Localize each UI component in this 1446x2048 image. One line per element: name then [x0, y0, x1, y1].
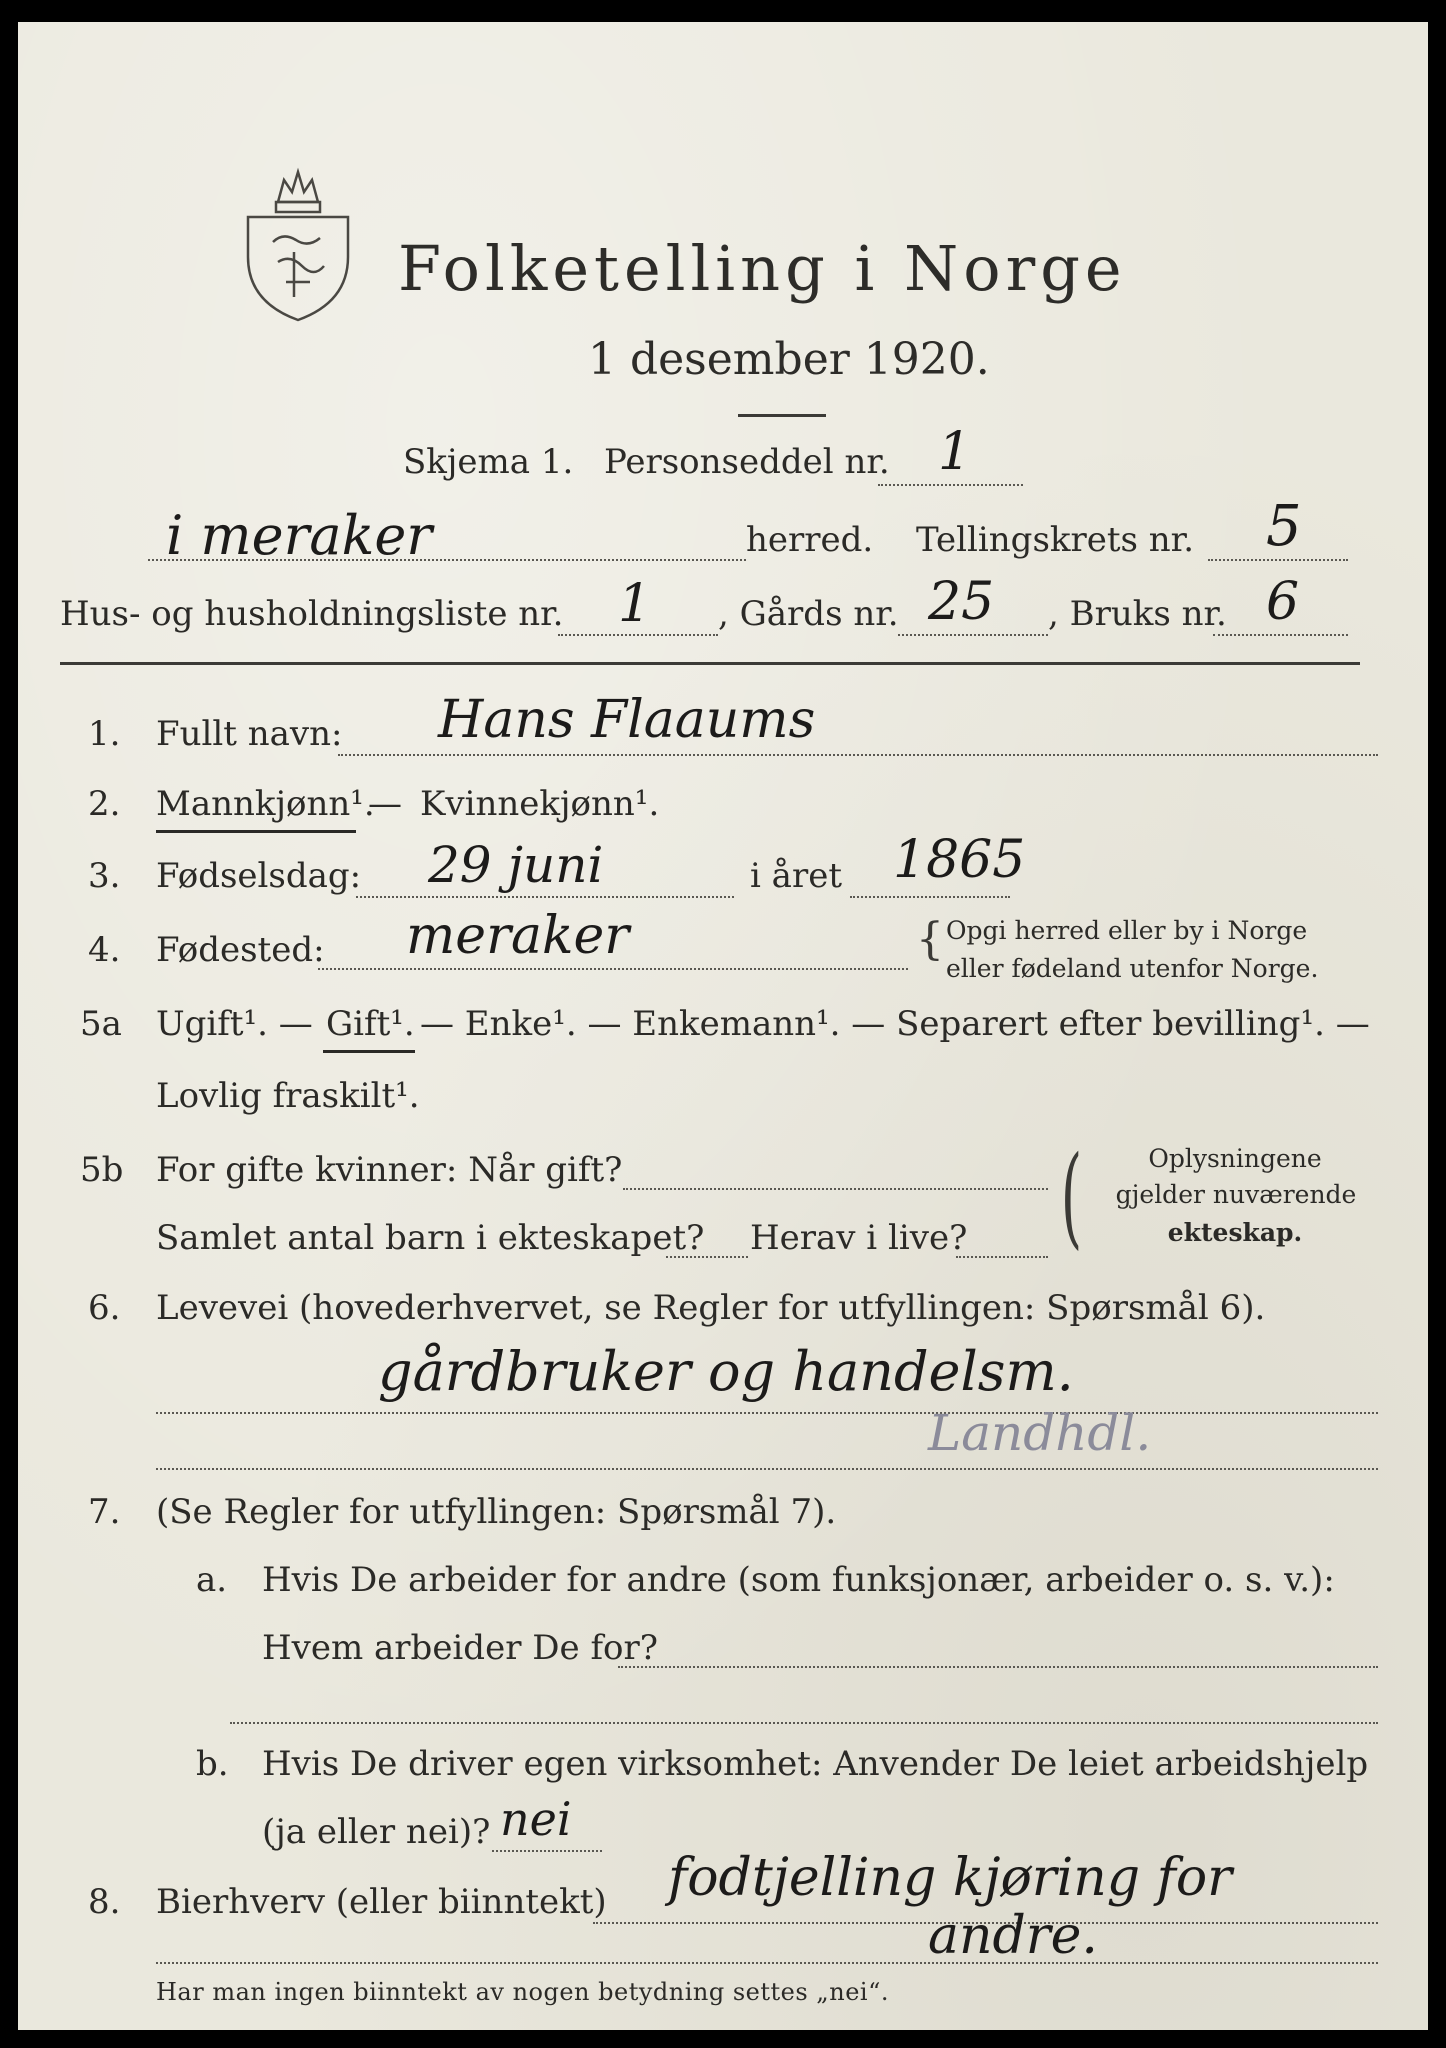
q5a-gift-option: Gift¹.	[326, 1004, 415, 1044]
q4-brace: {	[916, 914, 944, 965]
q5b-children-dotted-line	[666, 1256, 748, 1258]
q2-male-option: Mannkjønn¹.	[156, 784, 375, 824]
husholdningsliste-value: 1	[618, 574, 652, 634]
q5a-number: 5a	[80, 1004, 122, 1044]
q4-note-line1: Opgi herred eller by i Norge	[946, 916, 1308, 945]
q1-full-name-value: Hans Flaaums	[438, 690, 816, 750]
tellingskrets-value: 5	[1266, 494, 1302, 559]
footer-note: Har man ingen biinntekt av nogen betydning settes „nei“.	[156, 1978, 889, 2006]
q8-secondary-value-line2: andre.	[928, 1906, 1098, 1966]
q2-dash: —	[368, 784, 402, 824]
q2-female-option: Kvinnekjønn¹.	[420, 784, 660, 824]
q7-label: (Se Regler for utfyllingen: Spørsmål 7).	[156, 1492, 837, 1532]
tellingskrets-dotted-line	[1208, 559, 1348, 561]
q7a-text: Hvis De arbeider for andre (som funksjonær, arbeider o. s. v.):	[262, 1560, 1335, 1600]
header-rule	[60, 662, 1360, 665]
gards-value: 25	[928, 572, 995, 632]
q1-label: Fullt navn:	[156, 714, 343, 754]
bruks-dotted-line	[1213, 634, 1348, 636]
q4-number: 4.	[88, 930, 121, 970]
q5b-note-line2: gjelder nuværende	[1115, 1180, 1357, 1209]
q8-label: Bierhverv (eller biinntekt)	[156, 1882, 607, 1922]
q7b-dotted-line	[492, 1850, 602, 1852]
q5a-fraskilt-option: Lovlig fraskilt¹.	[156, 1076, 420, 1116]
q6-pencil-annotation: Landhdl.	[928, 1404, 1152, 1462]
title-divider	[738, 414, 826, 417]
q5b-note-line1: Oplysningene	[1148, 1144, 1322, 1173]
q7-number: 7.	[88, 1492, 121, 1532]
form-date: 1 desember 1920.	[588, 334, 990, 385]
q3-year-label: i året	[750, 856, 842, 896]
q1-number: 1.	[88, 714, 121, 754]
q7a-letter: a.	[196, 1560, 228, 1600]
q7a-dotted-line-1	[618, 1666, 1378, 1668]
q7a-dotted-line-2	[230, 1722, 1378, 1724]
q3-year-dotted-line	[850, 896, 1010, 898]
husholdningsliste-label: Hus- og husholdningsliste nr.	[60, 594, 564, 634]
q5b-children-label: Samlet antal barn i ekteskapet?	[156, 1218, 705, 1258]
gards-label: , Gårds nr.	[718, 594, 899, 634]
q4-label: Fødested:	[156, 930, 325, 970]
q3-dotted-line	[356, 896, 734, 898]
q3-number: 3.	[88, 856, 121, 896]
q7b-value: nei	[500, 1792, 572, 1846]
bruks-label: , Bruks nr.	[1048, 594, 1227, 634]
q5b-when-married-dotted-line	[623, 1188, 1048, 1190]
q4-dotted-line	[318, 968, 908, 970]
q6-label: Levevei (hovederhvervet, se Regler for utfyllingen: Spørsmål 6).	[156, 1288, 1266, 1328]
q5a-gift-underline	[323, 1050, 415, 1053]
q4-note-line2: eller fødeland utenfor Norge.	[946, 954, 1319, 983]
q5b-when-married-label: For gifte kvinner: Når gift?	[156, 1150, 623, 1190]
tellingskrets-label: Tellingskrets nr.	[916, 520, 1195, 560]
q8-secondary-value-line1: fodtjelling kjøring for	[668, 1848, 1232, 1908]
personseddel-value: 1	[938, 422, 972, 482]
q6-number: 6.	[88, 1288, 121, 1328]
q3-year-value: 1865	[893, 830, 1026, 890]
q5a-other-options: — Enke¹. — Enkemann¹. — Separert efter bevilling¹. —	[420, 1004, 1370, 1044]
form-title: Folketelling i Norge	[398, 232, 1127, 305]
skjema-label: Skjema 1.	[403, 442, 574, 482]
q1-dotted-line	[338, 754, 1378, 756]
gards-dotted-line	[898, 634, 1048, 636]
q5b-bracket: (	[1060, 1132, 1083, 1260]
q6-occupation-value: gårdbruker og handelsm.	[378, 1340, 1074, 1403]
q4-birthplace-value: meraker	[406, 906, 630, 966]
q8-number: 8.	[88, 1882, 121, 1922]
bruks-value: 6	[1266, 572, 1300, 632]
q5b-note-line3: ekteskap.	[1167, 1218, 1303, 1247]
q3-birthday-value: 29 juni	[428, 836, 604, 894]
q8-dotted-line-2	[156, 1962, 1378, 1964]
herred-value: i meraker	[166, 504, 433, 567]
q2-number: 2.	[88, 784, 121, 824]
q5a-ugift-option: Ugift¹. —	[156, 1004, 313, 1044]
herred-dotted-line	[148, 559, 746, 561]
q6-dotted-line-2	[156, 1468, 1378, 1470]
q6-dotted-line-1	[156, 1412, 1378, 1414]
coat-of-arms-emblem	[228, 162, 368, 322]
personseddel-dotted-line	[878, 484, 1023, 486]
q7b-letter: b.	[196, 1744, 229, 1784]
husholdningsliste-dotted-line	[558, 634, 718, 636]
census-form-sheet	[18, 22, 1428, 2030]
personseddel-label: Personseddel nr.	[604, 442, 890, 482]
q7b-text: Hvis De driver egen virksomhet: Anvender De leiet arbeidshjelp	[262, 1744, 1369, 1784]
herred-label: herred.	[746, 520, 874, 560]
q5b-alive-dotted-line	[956, 1256, 1048, 1258]
q2-male-underline	[156, 830, 356, 833]
q5b-number: 5b	[80, 1150, 124, 1190]
q3-label: Fødselsdag:	[156, 856, 362, 896]
q7b-question: (ja eller nei)?	[262, 1812, 491, 1852]
q5b-alive-label: Herav i live?	[750, 1218, 968, 1258]
q7a-question: Hvem arbeider De for?	[262, 1628, 658, 1668]
